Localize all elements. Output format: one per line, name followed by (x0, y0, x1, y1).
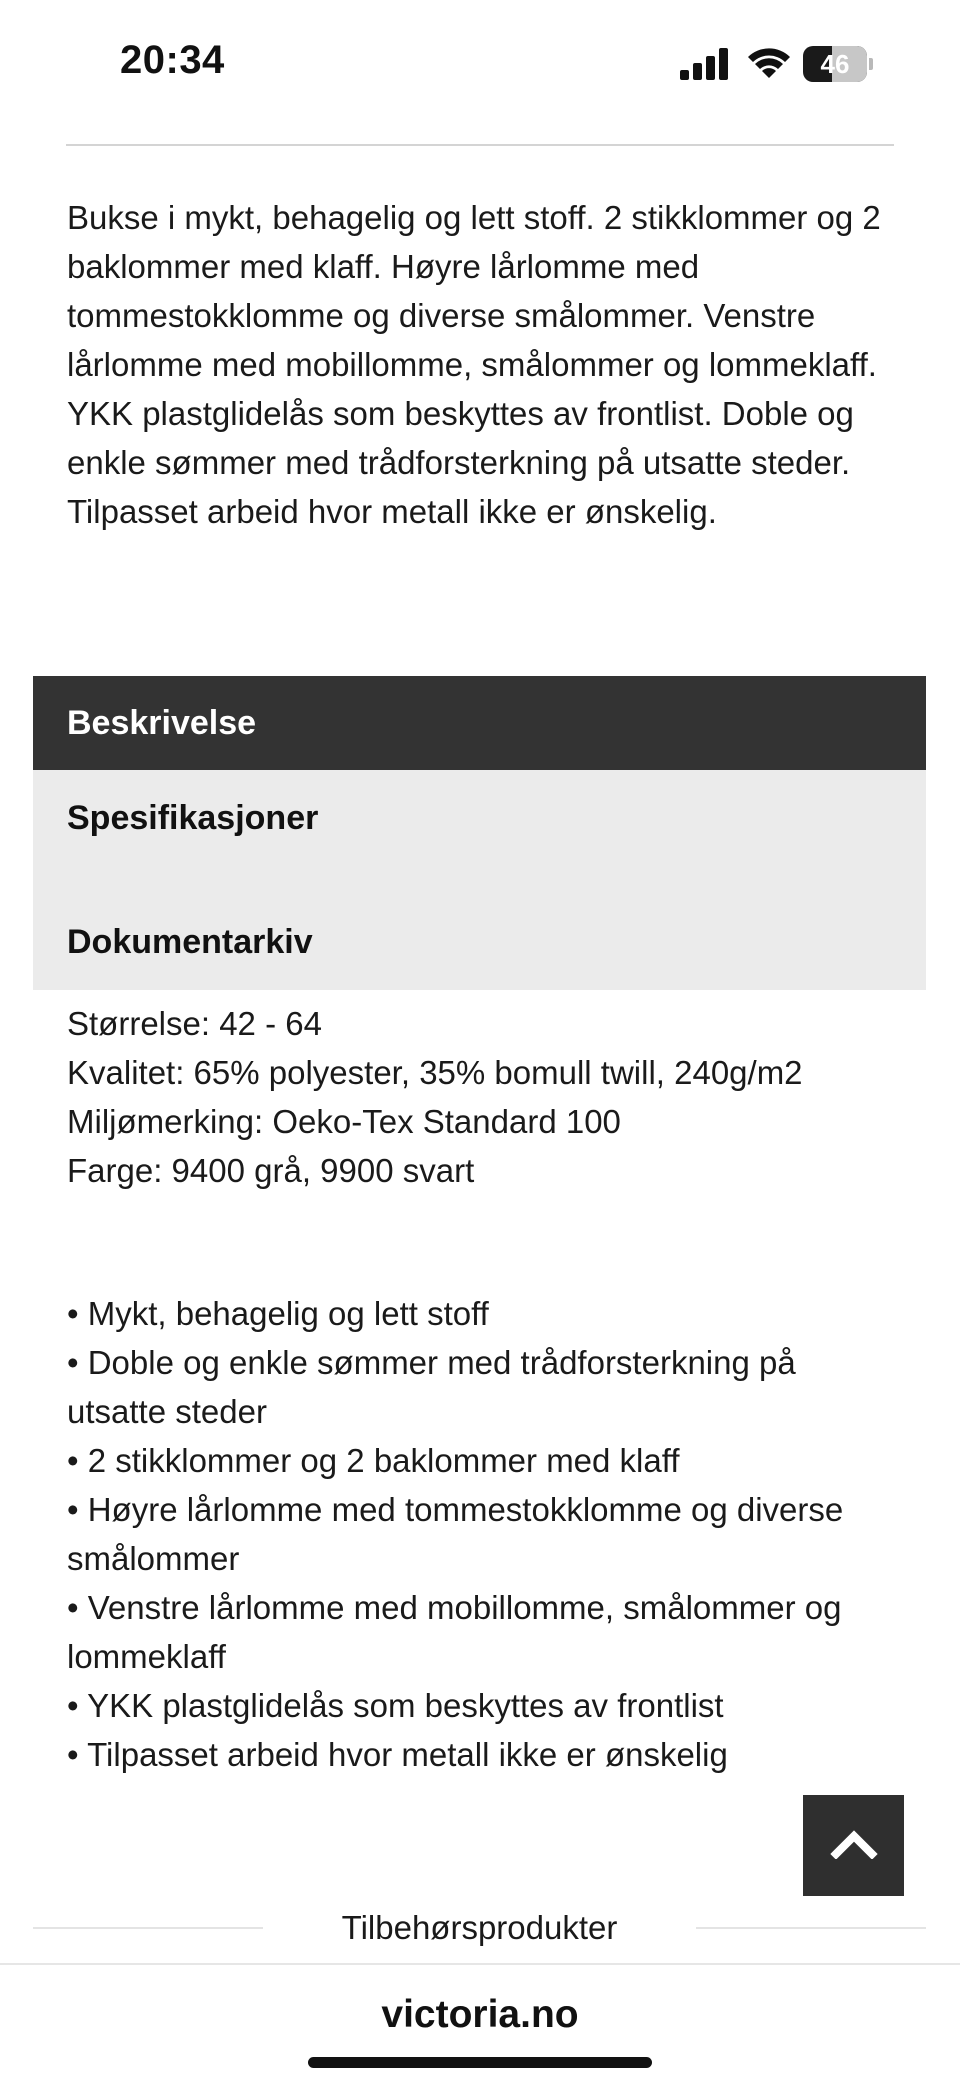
list-item: • Høyre lårlomme med tommestokklomme og diverse smålommer (67, 1491, 844, 1577)
accessories-label[interactable]: Tilbehørsprodukter (341, 1909, 618, 1946)
browser-address-bar[interactable] (0, 1963, 960, 2081)
list-item: • Tilpasset arbeid hvor metall ikke er ønskelig (67, 1736, 728, 1773)
spec-eco-label: Miljømerking: Oeko-Tex Standard 100 (67, 1103, 621, 1140)
status-bar (0, 0, 960, 130)
list-item: • YKK plastglidelås som beskyttes av frontlist (67, 1687, 724, 1724)
url-text[interactable]: victoria.no (381, 1993, 579, 2036)
top-divider (66, 144, 894, 146)
product-info-tabs (33, 676, 926, 990)
list-item: • Mykt, behagelig og lett stoff (67, 1295, 489, 1332)
home-indicator[interactable] (308, 2057, 652, 2068)
status-time: 20:34 (120, 38, 225, 82)
tab-beskrivelse[interactable]: Beskrivelse (33, 676, 926, 770)
battery-icon (803, 46, 873, 82)
scroll-to-top-button[interactable] (803, 1795, 904, 1896)
list-item: • Venstre lårlomme med mobillomme, smålommer og lommeklaff (67, 1589, 842, 1675)
inactive-tabs (33, 770, 926, 990)
wifi-icon (746, 44, 792, 85)
feature-list (67, 1289, 897, 1779)
tab-dokumentarkiv[interactable]: Dokumentarkiv (67, 923, 313, 961)
list-item: • 2 stikklommer og 2 baklommer med klaff (67, 1442, 680, 1479)
spec-color: Farge: 9400 grå, 9900 svart (67, 1152, 475, 1189)
product-intro-text: Bukse i mykt, behagelig og lett stoff. 2 stikklommer og 2 baklommer med klaff. Høyre lårlomme med tommestokklomme og diverse smålommer. Venstre lårlomme med mobillomme, smålommer og lommeklaff. YKK plastglidelås som beskyttes av frontlist. Doble og enkle sømmer med trådforsterkning på utsatte steder. Tilpasset arbeid hvor metall ikke er ønskelig. (67, 199, 881, 530)
spec-list (67, 999, 907, 1195)
accessories-heading (33, 1906, 926, 1950)
cellular-signal-icon (680, 48, 730, 85)
spec-quality: Kvalitet: 65% polyester, 35% bomull twill, 240g/m2 (67, 1054, 803, 1091)
divider (696, 1927, 926, 1929)
battery-level: 46 (820, 49, 850, 79)
tab-spesifikasjoner[interactable]: Spesifikasjoner (67, 799, 319, 837)
chevron-up-icon (830, 1827, 878, 1864)
list-item: • Doble og enkle sømmer med trådforsterkning på utsatte steder (67, 1344, 796, 1430)
spec-size: Størrelse: 42 - 64 (67, 1005, 322, 1042)
